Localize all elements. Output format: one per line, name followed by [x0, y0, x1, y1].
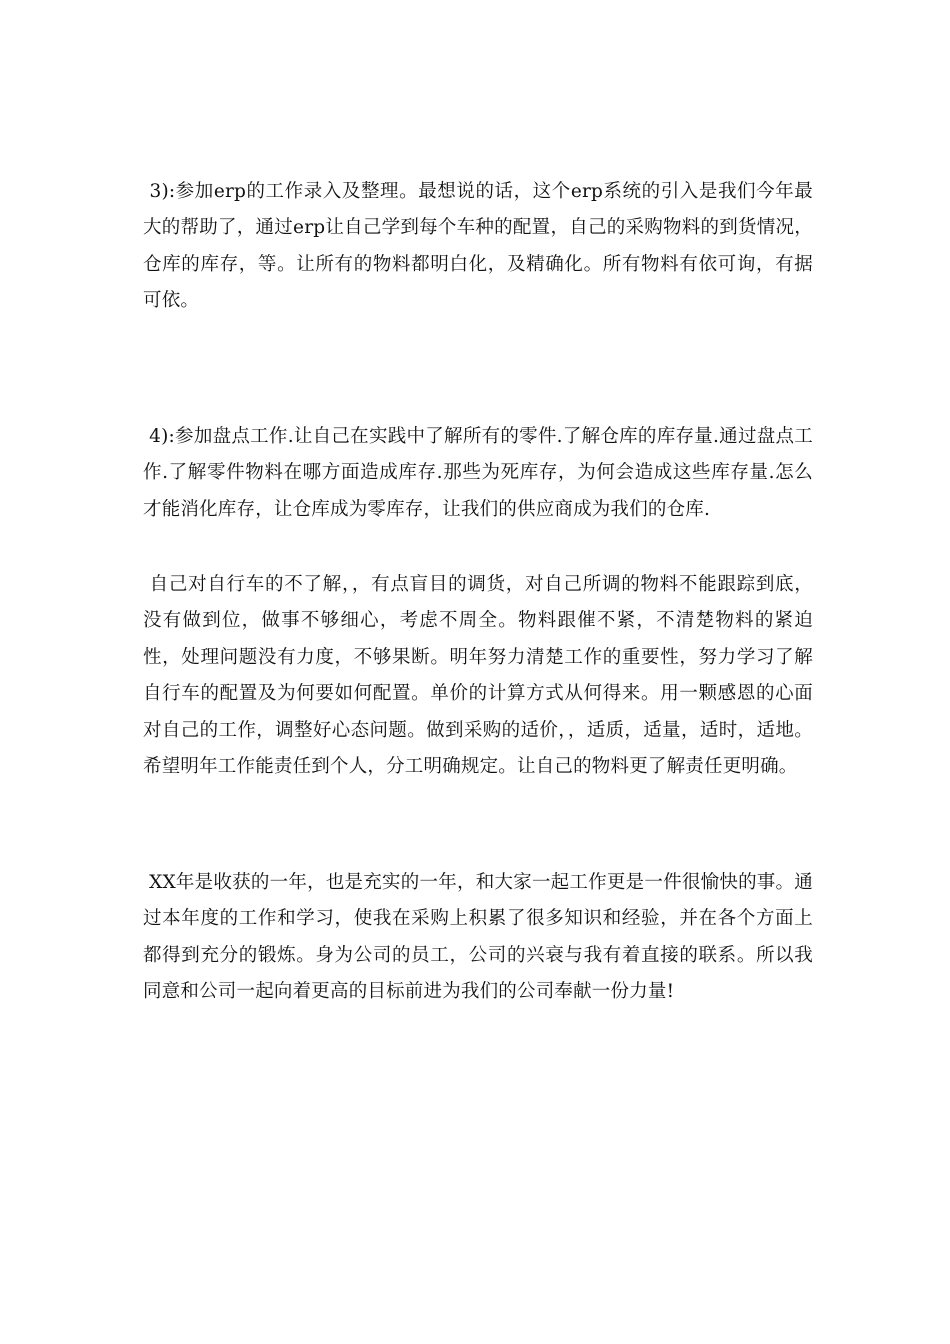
paragraph-erp: 3):参加erp的工作录入及整理。最想说的话，这个erp系统的引入是我们今年最大的帮助了，通过erp让自己学到每个车种的配置，自己的采购物料的到货情况，仓库的库存，等。让所有的物料都明白化，及精确化。所有物料有依可询，有据可依。 [143, 180, 813, 311]
paragraph-conclusion: XX年是收获的一年，也是充实的一年，和大家一起工作更是一件很愉快的事。通过本年度的工作和学习，使我在采购上积累了很多知识和经验，并在各个方面上都得到充分的锻炼。身为公司的员工，公司的兴衰与我有着直接的联系。所以我同意和公司一起向着更高的目标前进为我们的公司奉献一份力量! [143, 871, 813, 1002]
paragraph-inventory: 4):参加盘点工作.让自己在实践中了解所有的零件.了解仓库的库存量.通过盘点工作.了解零件物料在哪方面造成库存.那些为死库存，为何会造成这些库存量.怎么才能消化库存，让仓库成为零库存，让我们的供应商成为我们的仓库. [143, 425, 813, 520]
paragraph-self-review: 自己对自行车的不了解，，有点盲目的调货，对自己所调的物料不能跟踪到底，没有做到位，做事不够细心，考虑不周全。物料跟催不紧，不清楚物料的紧迫性，处理问题没有力度，不够果断。明年努力清楚工作的重要性，努力学习了解自行车的配置及为何要如何配置。单价的计算方式从何得来。用一颗感恩的心面对自己的工作，调整好心态问题。做到采购的适价，，适质，适量，适时，适地。希望明年工作能责任到个人，分工明确规定。让自己的物料更了解责任更明确。 [143, 573, 813, 777]
